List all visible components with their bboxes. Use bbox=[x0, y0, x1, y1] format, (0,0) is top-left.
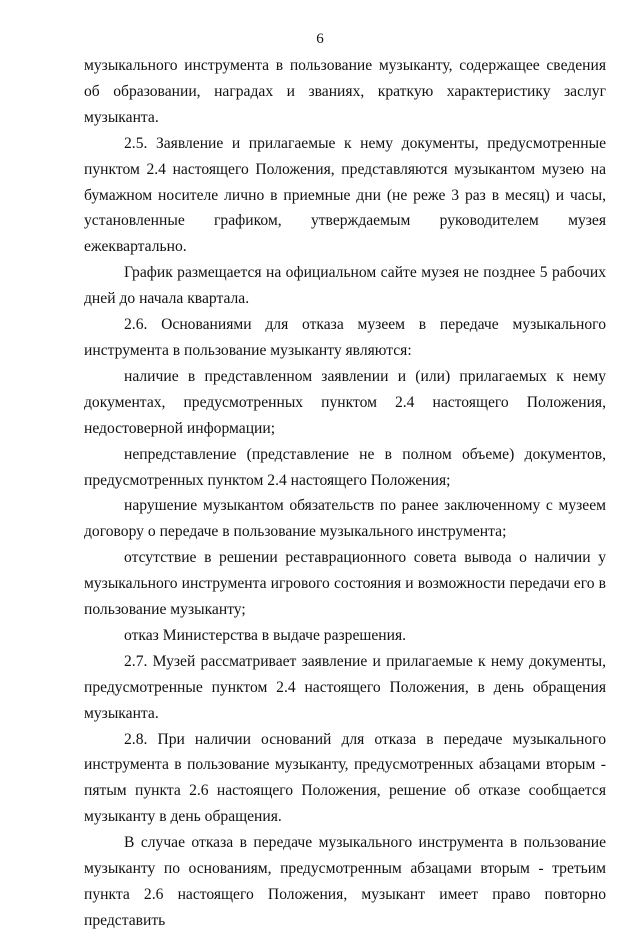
document-body bbox=[84, 53, 606, 934]
page-number: 6 bbox=[316, 31, 324, 47]
paragraph-continuation: музыкального инструмента в пользование музыканту, содержащее сведения об образовании, наградах и званиях, краткую характеристику заслуг музыканта. bbox=[84, 57, 606, 126]
list-item-breach: нарушение музыкантом обязательств по ранее заключенному с музеем договору о передаче в пользование музыкального инструмента; bbox=[84, 497, 606, 541]
paragraph-2-6: 2.6. Основаниями для отказа музеем в передаче музыкального инструмента в пользование музыканту являются: bbox=[84, 316, 606, 359]
list-item-false-info: наличие в представленном заявлении и (или) прилагаемых к нему документах, предусмотренных пунктом 2.4 настоящего Положения, недостоверной информации; bbox=[84, 367, 606, 437]
paragraph-2-7: 2.7. Музей рассматривает заявление и прилагаемые к нему документы, предусмотренные пунктом 2.4 настоящего Положения, в день обращения музыканта. bbox=[84, 652, 606, 722]
paragraph-2-8: 2.8. При наличии оснований для отказа в передаче музыкального инструмента в пользование музыканту, предусмотренных абзацами вторым - пятым пункта 2.6 настоящего Положения, решение об отказе сообщается музыканту в день обращения. bbox=[84, 730, 606, 826]
list-item-no-conclusion: отсутствие в решении реставрационного совета вывода о наличии у музыкального инструмента игрового состояния и возможности передачи его в пользование музыканту; bbox=[84, 549, 606, 619]
paragraph-refusal-case: В случае отказа в передаче музыкального инструмента в пользование музыканту по основаниям, предусмотренным абзацами вторым - третьим пункта 2.6 настоящего Положения, музыкант имеет право повторно представить bbox=[84, 834, 606, 929]
paragraph-schedule: График размещается на официальном сайте музея не позднее 5 рабочих дней до начала квартала. bbox=[84, 264, 606, 308]
paragraph-2-5: 2.5. Заявление и прилагаемые к нему документы, предусмотренные пунктом 2.4 настоящего Положения, представляются музыкантом музею на бумажном носителе лично в приемные дни (не реже 3 раз в месяц) и часы, установленные графиком, утверждаемым руководителем музея ежеквартально. bbox=[84, 134, 606, 256]
list-item-missing-docs: непредставление (представление не в полном объеме) документов, предусмотренных пунктом 2.4 настоящего Положения; bbox=[84, 445, 606, 489]
list-item-ministry-refusal: отказ Министерства в выдаче разрешения. bbox=[124, 626, 407, 644]
